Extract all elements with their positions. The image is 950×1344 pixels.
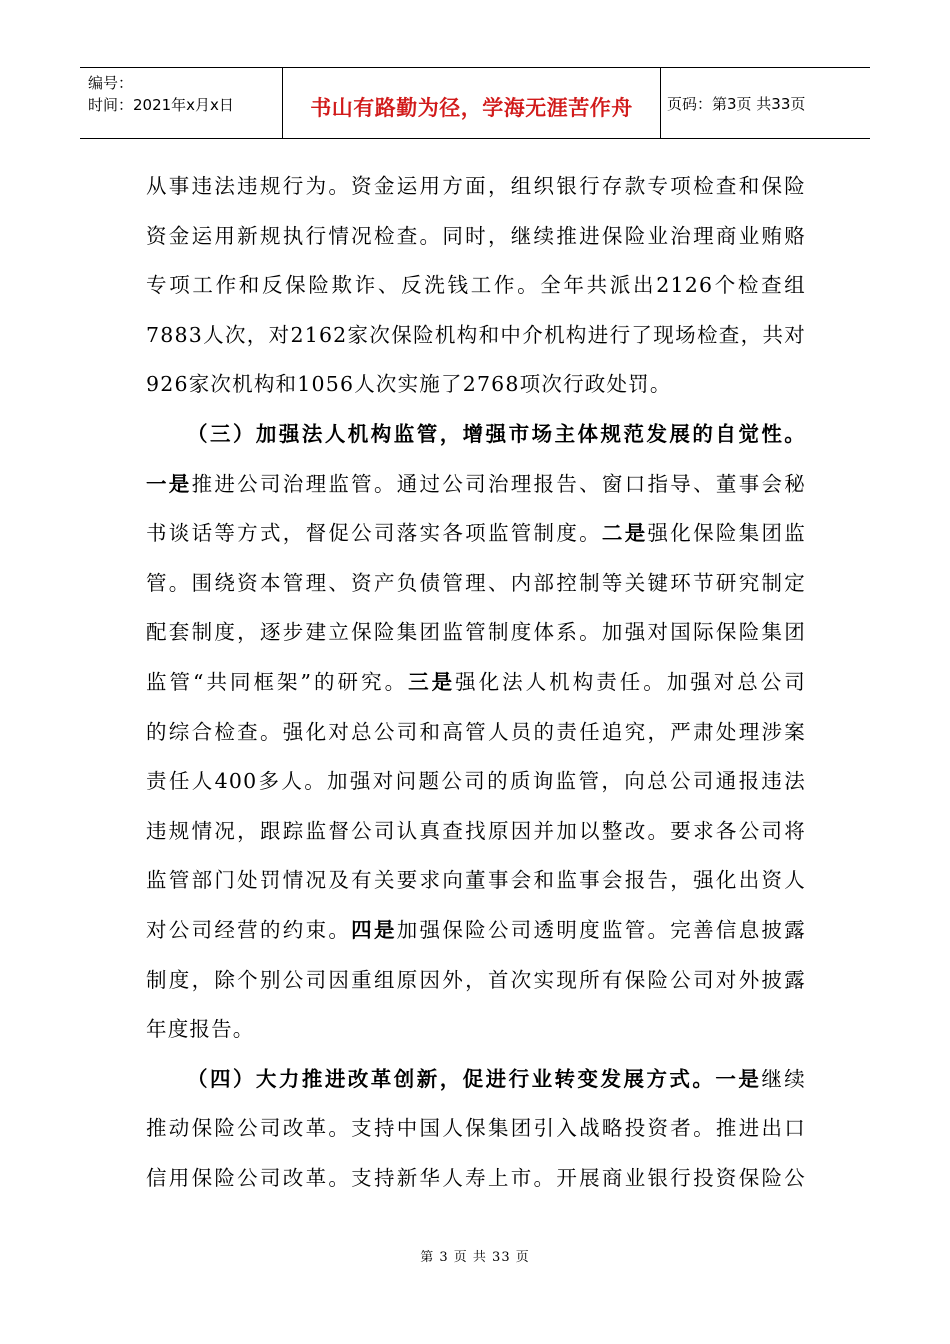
section-heading-3: （三）加强法人机构监管，增强市场主体规范发展的自觉性。 xyxy=(187,421,806,446)
header-page-cell xyxy=(661,68,870,138)
body-line: 7883人次，对2162家次保险机构和中介机构进行了现场检查，共对 xyxy=(146,322,806,347)
body-line: 的综合检查。强化对总公司和高管人员的责任追究，严肃处理涉案 xyxy=(146,719,806,744)
body-line: 926家次机构和1056人次实施了2768项次行政处罚。 xyxy=(146,372,672,397)
body-line: 监管部门处罚情况及有关要求向董事会和监事会报告，强化出资人 xyxy=(146,868,806,893)
body-line: 一是推进公司治理监管。通过公司治理报告、窗口指导、董事会秘 xyxy=(146,471,806,496)
section-heading-4: （四）大力推进改革创新，促进行业转变发展方式。一是继续 xyxy=(187,1066,807,1091)
body-line: 管。围绕资本管理、资产负债管理、内部控制等关键环节研究制定 xyxy=(146,570,806,595)
body-line: 资金运用新规执行情况检查。同时，继续推进保险业治理商业贿赂 xyxy=(146,223,806,248)
body-line: 从事违法违规行为。资金运用方面，组织银行存款专项检查和保险 xyxy=(146,174,806,198)
document-number-label: 编号： xyxy=(88,74,134,92)
body-line: 信用保险公司改革。支持新华人寿上市。开展商业银行投资保险公 xyxy=(146,1165,806,1190)
body-line: 监管“共同框架”的研究。三是强化法人机构责任。加强对总公司 xyxy=(146,669,806,694)
header-meta-cell xyxy=(80,68,283,138)
body-line: 制度，除个别公司因重组原因外，首次实现所有保险公司对外披露 xyxy=(146,967,806,992)
document-date-label: 时间：2021年x月x日 xyxy=(88,96,234,114)
body-line: 书谈话等方式，督促公司落实各项监管制度。二是强化保险集团监 xyxy=(146,521,806,546)
document-body xyxy=(146,162,806,1203)
body-line: 责任人400多人。加强对问题公司的质询监管，向总公司通报违法 xyxy=(146,769,806,794)
page-footer: 第 3 页 共 33 页 xyxy=(420,1250,530,1265)
body-line: 专项工作和反保险欺诈、反洗钱工作。全年共派出2126个检查组 xyxy=(146,273,806,298)
header-page-number: 页码：第3页 共33页 xyxy=(667,95,806,113)
body-line: 违规情况，跟踪监督公司认真查找原因并加以整改。要求各公司将 xyxy=(146,818,806,843)
header-motto-cell xyxy=(283,68,661,138)
page-header xyxy=(80,67,870,139)
header-motto: 书山有路勤为径，学海无涯苦作舟 xyxy=(310,96,633,120)
body-line: 年度报告。 xyxy=(146,1017,255,1042)
body-line: 对公司经营的约束。四是加强保险公司透明度监管。完善信息披露 xyxy=(146,917,806,942)
body-line: 推动保险公司改革。支持中国人保集团引入战略投资者。推进出口 xyxy=(146,1116,806,1141)
body-line: 配套制度，逐步建立保险集团监管制度体系。加强对国际保险集团 xyxy=(146,620,806,645)
